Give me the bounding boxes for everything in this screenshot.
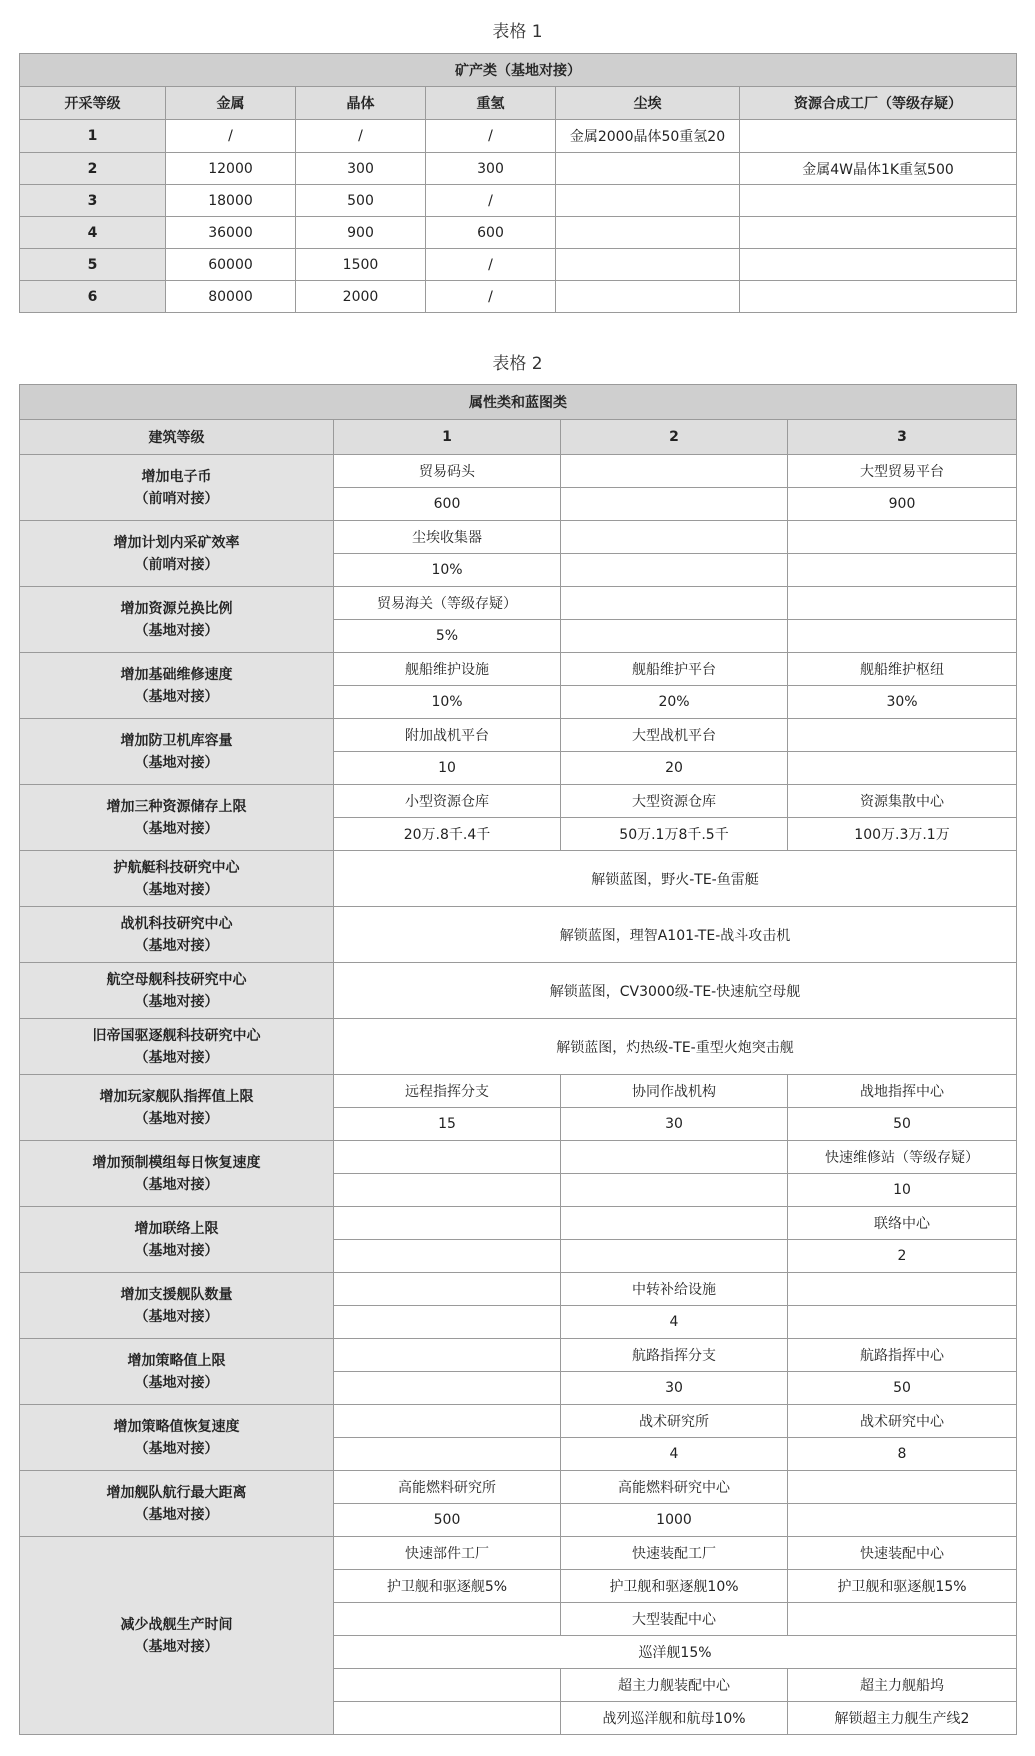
building-cell: [788, 1471, 1017, 1504]
value-cell: [788, 1504, 1017, 1537]
value-cell: 10%: [334, 554, 561, 587]
column-header: 重氢: [426, 87, 556, 120]
building-cell: [334, 1273, 561, 1306]
building-cell: 航路指挥分支: [561, 1339, 788, 1372]
table-row: [20, 521, 1017, 554]
table-row: [20, 1019, 1017, 1075]
row-label-title: 增加计划内采矿效率: [113, 534, 240, 551]
row-label-title: 增加电子币: [141, 468, 212, 485]
value-cell: [334, 1174, 561, 1207]
row-label-note: （基地对接）: [134, 754, 219, 771]
value-cell: 10: [788, 1174, 1017, 1207]
level-cell: 3: [20, 185, 166, 217]
row-label-title: 增加支援舰队数量: [120, 1286, 233, 1303]
row-label-title: 护航艇科技研究中心: [113, 859, 240, 876]
building-cell: 快速装配工厂: [561, 1537, 788, 1570]
building-cell: 舰船维护枢纽: [788, 653, 1017, 686]
value-cell: 4: [561, 1306, 788, 1339]
building-cell: 战地指挥中心: [788, 1075, 1017, 1108]
row-label: [20, 1273, 334, 1339]
value-cell: 2: [788, 1240, 1017, 1273]
row-label-title: 增加舰队航行最大距离: [106, 1484, 247, 1501]
row-label-title: 旧帝国驱逐舰科技研究中心: [92, 1027, 261, 1044]
blueprint-cell: 解锁蓝图，灼热级-TE-重型火炮突击舰: [334, 1019, 1017, 1075]
column-header: 3: [788, 420, 1017, 455]
building-cell: [561, 1207, 788, 1240]
table-cell: /: [426, 281, 556, 313]
building-cell: 中转补给设施: [561, 1273, 788, 1306]
column-header: 建筑等级: [20, 420, 334, 455]
value-cell: [561, 1174, 788, 1207]
value-cell: 50: [788, 1372, 1017, 1405]
row-label-note: （基地对接）: [134, 820, 219, 837]
table-row: [20, 785, 1017, 818]
table-cell: [740, 185, 1017, 217]
row-label: [20, 1537, 334, 1735]
row-label-title: 增加策略值恢复速度: [113, 1418, 240, 1435]
row-label-title: 增加玩家舰队指挥值上限: [99, 1088, 254, 1105]
table-cell: 金属4W晶体1K重氢500: [740, 153, 1017, 185]
table-cell: 300: [426, 153, 556, 185]
table-cell: [740, 217, 1017, 249]
row-label-note: （前哨对接）: [134, 490, 219, 507]
building-cell: 大型装配中心: [561, 1603, 788, 1636]
row-label: [20, 1405, 334, 1471]
building-cell: 附加战机平台: [334, 719, 561, 752]
row-label-note: （基地对接）: [134, 1110, 219, 1127]
table-cell: [556, 249, 740, 281]
row-label-title: 航空母舰科技研究中心: [106, 971, 247, 988]
row-label-note: （基地对接）: [134, 1638, 219, 1655]
column-header: 晶体: [296, 87, 426, 120]
column-header: 资源合成工厂（等级存疑）: [740, 87, 1017, 120]
row-label-note: （基地对接）: [134, 1440, 219, 1457]
building-cell: 航路指挥中心: [788, 1339, 1017, 1372]
table-row: [20, 1339, 1017, 1372]
value-cell: [334, 1372, 561, 1405]
value-cell: 8: [788, 1438, 1017, 1471]
row-label-title: 增加资源兑换比例: [120, 600, 233, 617]
value-cell: [788, 1306, 1017, 1339]
building-cell: 大型贸易平台: [788, 455, 1017, 488]
row-label-title: 战机科技研究中心: [120, 915, 233, 932]
row-label: [20, 1207, 334, 1273]
building-cell: 远程指挥分支: [334, 1075, 561, 1108]
table-cell: /: [426, 120, 556, 153]
row-label: [20, 1339, 334, 1405]
row-label: [20, 587, 334, 653]
row-label: [20, 455, 334, 521]
table-cell: [556, 217, 740, 249]
value-cell: 600: [334, 488, 561, 521]
row-label-note: （基地对接）: [134, 1176, 219, 1193]
table-cell: 60000: [166, 249, 296, 281]
row-label: [20, 1019, 334, 1075]
value-cell: 巡洋舰15%: [334, 1636, 1017, 1669]
table-cell: 12000: [166, 153, 296, 185]
building-cell: [334, 1405, 561, 1438]
table-cell: 600: [426, 217, 556, 249]
building-cell: 高能燃料研究中心: [561, 1471, 788, 1504]
table-row: [20, 153, 1017, 185]
building-cell: 战术研究中心: [788, 1405, 1017, 1438]
building-cell: 超主力舰装配中心: [561, 1669, 788, 1702]
building-cell: 大型战机平台: [561, 719, 788, 752]
building-cell: 资源集散中心: [788, 785, 1017, 818]
level-cell: 2: [20, 153, 166, 185]
building-cell: [788, 1603, 1017, 1636]
table-row: [20, 1405, 1017, 1438]
building-cell: [788, 521, 1017, 554]
row-label-note: （基地对接）: [134, 1374, 219, 1391]
value-cell: [788, 554, 1017, 587]
column-header: 2: [561, 420, 788, 455]
building-cell: 尘埃收集器: [334, 521, 561, 554]
table-cell: 80000: [166, 281, 296, 313]
value-cell: [788, 752, 1017, 785]
row-label: [20, 851, 334, 907]
table-cell: 500: [296, 185, 426, 217]
table-row: [20, 1273, 1017, 1306]
value-cell: 1000: [561, 1504, 788, 1537]
building-cell: 舰船维护设施: [334, 653, 561, 686]
value-cell: [561, 620, 788, 653]
value-cell: 50万.1万8千.5千: [561, 818, 788, 851]
building-cell: [561, 587, 788, 620]
table-row: [20, 217, 1017, 249]
building-cell: 超主力舰船坞: [788, 1669, 1017, 1702]
value-cell: 30: [561, 1108, 788, 1141]
table2-caption: 表格 2: [492, 354, 543, 374]
row-label-note: （基地对接）: [134, 881, 219, 898]
building-cell: [788, 1273, 1017, 1306]
column-header: 金属: [166, 87, 296, 120]
row-label: [20, 653, 334, 719]
level-cell: 1: [20, 120, 166, 153]
row-label-note: （基地对接）: [134, 1308, 219, 1325]
value-cell: 解锁超主力舰生产线2: [788, 1702, 1017, 1735]
table-row: [20, 281, 1017, 313]
mining-table: [19, 53, 1017, 313]
building-cell: [788, 587, 1017, 620]
table-header-row: [20, 420, 1017, 455]
building-cell: 小型资源仓库: [334, 785, 561, 818]
value-cell: 15: [334, 1108, 561, 1141]
row-label-title: 增加防卫机库容量: [120, 732, 233, 749]
table-cell: [740, 120, 1017, 153]
table-row: [20, 1207, 1017, 1240]
table-row: [20, 963, 1017, 1019]
blueprint-cell: 解锁蓝图，理智A101-TE-战斗攻击机: [334, 907, 1017, 963]
value-cell: [788, 620, 1017, 653]
table-cell: [740, 249, 1017, 281]
building-cell: 协同作战机构: [561, 1075, 788, 1108]
value-cell: 战列巡洋舰和航母10%: [561, 1702, 788, 1735]
building-cell: [561, 521, 788, 554]
row-label-note: （基地对接）: [134, 622, 219, 639]
building-cell: 快速维修站（等级存疑）: [788, 1141, 1017, 1174]
row-label-note: （基地对接）: [134, 1049, 219, 1066]
table-cell: [556, 185, 740, 217]
value-cell: 20: [561, 752, 788, 785]
value-cell: 20%: [561, 686, 788, 719]
row-label-note: （基地对接）: [134, 937, 219, 954]
table-title-row: [20, 54, 1017, 87]
table-cell: 1500: [296, 249, 426, 281]
column-header: 尘埃: [556, 87, 740, 120]
table-row: [20, 587, 1017, 620]
row-label-note: （前哨对接）: [134, 556, 219, 573]
value-cell: 护卫舰和驱逐舰15%: [788, 1570, 1017, 1603]
table-row: [20, 907, 1017, 963]
building-cell: 快速装配中心: [788, 1537, 1017, 1570]
table1-caption: 表格 1: [492, 22, 543, 42]
table-row: [20, 455, 1017, 488]
table-cell: 金属2000晶体50重氢20: [556, 120, 740, 153]
building-cell: [561, 1141, 788, 1174]
row-label: [20, 1471, 334, 1537]
row-label-note: （基地对接）: [134, 1242, 219, 1259]
table-cell: [740, 281, 1017, 313]
table-title-row: [20, 385, 1017, 420]
value-cell: [561, 554, 788, 587]
row-label: [20, 521, 334, 587]
building-cell: [561, 455, 788, 488]
row-label: [20, 719, 334, 785]
building-cell: [334, 1339, 561, 1372]
row-label-title: 增加预制模组每日恢复速度: [92, 1154, 261, 1171]
blueprint-cell: 解锁蓝图，野火-TE-鱼雷艇: [334, 851, 1017, 907]
building-cell: 贸易码头: [334, 455, 561, 488]
table-cell: /: [426, 185, 556, 217]
table-row: [20, 1471, 1017, 1504]
table-row: [20, 1537, 1017, 1570]
row-label: [20, 907, 334, 963]
table-cell: /: [166, 120, 296, 153]
row-label: [20, 1075, 334, 1141]
value-cell: [334, 1240, 561, 1273]
value-cell: 10%: [334, 686, 561, 719]
building-cell: 贸易海关（等级存疑）: [334, 587, 561, 620]
building-cell: 舰船维护平台: [561, 653, 788, 686]
table-row: [20, 1141, 1017, 1174]
value-cell: 护卫舰和驱逐舰10%: [561, 1570, 788, 1603]
row-label-note: （基地对接）: [134, 688, 219, 705]
value-cell: [334, 1702, 561, 1735]
table-row: [20, 1075, 1017, 1108]
table-row: [20, 185, 1017, 217]
building-cell: 大型资源仓库: [561, 785, 788, 818]
value-cell: 30%: [788, 686, 1017, 719]
row-label: [20, 963, 334, 1019]
value-cell: [561, 488, 788, 521]
level-cell: 4: [20, 217, 166, 249]
building-cell: [788, 719, 1017, 752]
building-cell: [334, 1207, 561, 1240]
value-cell: 20万.8千.4千: [334, 818, 561, 851]
building-cell: [334, 1141, 561, 1174]
value-cell: [561, 1240, 788, 1273]
table-cell: 300: [296, 153, 426, 185]
level-cell: 6: [20, 281, 166, 313]
row-label-title: 减少战舰生产时间: [120, 1616, 233, 1633]
building-cell: [334, 1669, 561, 1702]
value-cell: 5%: [334, 620, 561, 653]
table-cell: 900: [296, 217, 426, 249]
table-cell: [556, 281, 740, 313]
value-cell: 100万.3万.1万: [788, 818, 1017, 851]
row-label-title: 增加联络上限: [134, 1220, 219, 1237]
row-label: [20, 1141, 334, 1207]
column-header: 开采等级: [20, 87, 166, 120]
attribute-blueprint-table: [19, 384, 1017, 1735]
table-cell: /: [296, 120, 426, 153]
table-title: 属性类和蓝图类: [20, 385, 1017, 420]
building-cell: [334, 1603, 561, 1636]
value-cell: 护卫舰和驱逐舰5%: [334, 1570, 561, 1603]
row-label-title: 增加基础维修速度: [120, 666, 233, 683]
table-row: [20, 851, 1017, 907]
table-cell: 18000: [166, 185, 296, 217]
table-title: 矿产类（基地对接）: [20, 54, 1017, 87]
level-cell: 5: [20, 249, 166, 281]
table-row: [20, 653, 1017, 686]
table-row: [20, 719, 1017, 752]
row-label: [20, 785, 334, 851]
table-cell: 36000: [166, 217, 296, 249]
row-label-title: 增加三种资源储存上限: [106, 798, 247, 815]
table-row: [20, 249, 1017, 281]
value-cell: 50: [788, 1108, 1017, 1141]
table-cell: [556, 153, 740, 185]
building-cell: 快速部件工厂: [334, 1537, 561, 1570]
value-cell: 10: [334, 752, 561, 785]
value-cell: [334, 1438, 561, 1471]
row-label-title: 增加策略值上限: [127, 1352, 226, 1369]
building-cell: 高能燃料研究所: [334, 1471, 561, 1504]
building-cell: 战术研究所: [561, 1405, 788, 1438]
value-cell: [334, 1306, 561, 1339]
value-cell: 900: [788, 488, 1017, 521]
building-cell: 联络中心: [788, 1207, 1017, 1240]
value-cell: 4: [561, 1438, 788, 1471]
row-label-note: （基地对接）: [134, 993, 219, 1010]
table-header-row: [20, 87, 1017, 120]
table-cell: 2000: [296, 281, 426, 313]
blueprint-cell: 解锁蓝图，CV3000级-TE-快速航空母舰: [334, 963, 1017, 1019]
column-header: 1: [334, 420, 561, 455]
value-cell: 500: [334, 1504, 561, 1537]
row-label-note: （基地对接）: [134, 1506, 219, 1523]
table-cell: /: [426, 249, 556, 281]
value-cell: 30: [561, 1372, 788, 1405]
table-row: [20, 120, 1017, 153]
